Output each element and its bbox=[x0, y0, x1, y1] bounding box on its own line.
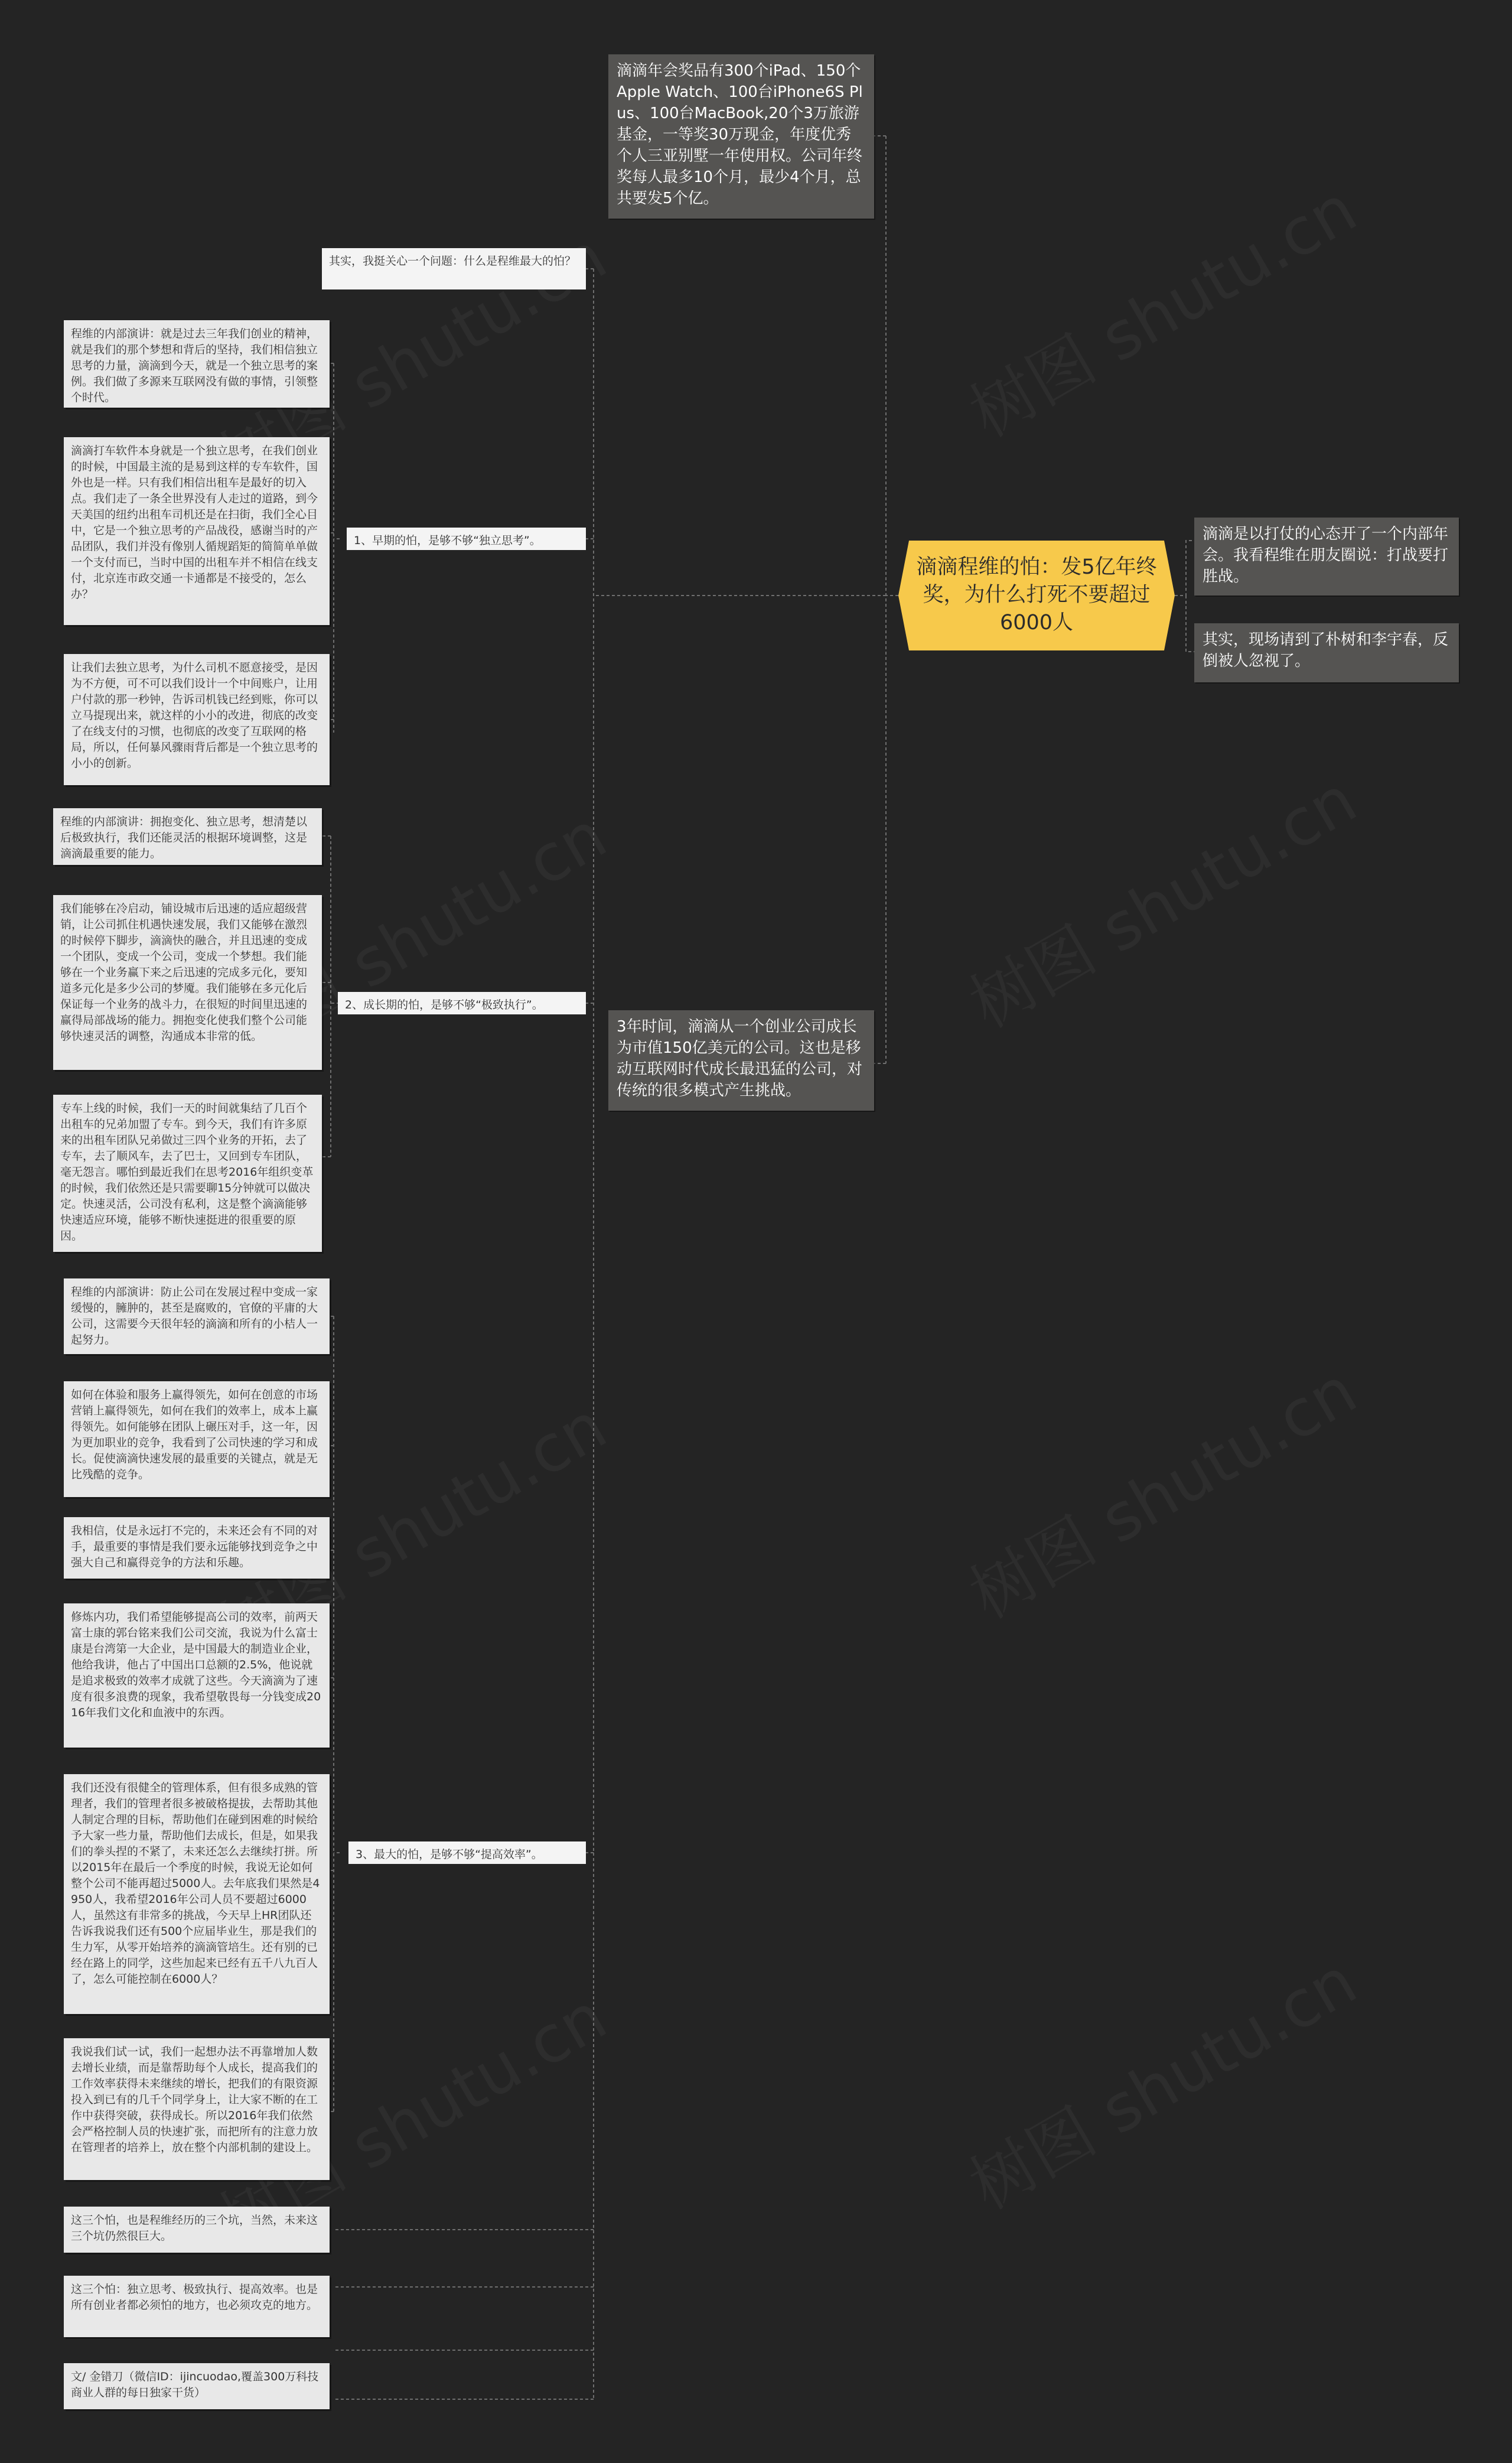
leaf-payment-innovation[interactable]: 让我们去独立思考，为什么司机不愿意接受，是因为不方便，可不可以我们设计一个中间账户，让用户付款的那一秒钟，告诉司机钱已经到账，你可以立马提现出来，就这样的小小的改进，彻底的改变了在线支付的习惯，也彻底的改变了互联网的格局，所以，任何暴风骤雨背后都是一个独立思考的小小的创新。 bbox=[64, 654, 330, 785]
leaf-independent-thinking-speech[interactable]: 程维的内部演讲：就是过去三年我们创业的精神，就是我们的那个梦想和背后的坚持，我们相信独立思考的力量，滴滴到今天，就是一个独立思考的案例。我们做了多源来互联网没有做的事情，引领整个时代。 bbox=[64, 320, 330, 408]
leaf-cold-start[interactable]: 我们能够在冷启动，铺设城市后迅速的适应超级营销，让公司抓住机遇快速发展，我们又能够在激烈的时候停下脚步，滴滴快的融合，并且迅速的变成一个团队，变成一个公司，变成一个梦想。我们能够在一个业务赢下来之后迅速的完成多元化，要知道多元化是多少公司的梦魇。我们能够在多元化后保证每一个业务的战斗力，在很短的时间里迅速的赢得局部战场的能力。拥抱变化使我们整个公司能够快速灵活的调整，沟通成本非常的低。 bbox=[53, 895, 322, 1070]
branch-biggest-fear[interactable]: 3、最大的怕，是够不够“提高效率”。 bbox=[348, 1841, 586, 1864]
leaf-three-pits[interactable]: 这三个怕，也是程维经历的三个坑，当然，未来这三个坑仍然很巨大。 bbox=[64, 2207, 330, 2253]
right-topic-celebrities[interactable]: 其实，现场请到了朴树和李宇春，反倒被人忽视了。 bbox=[1194, 623, 1459, 682]
topic-three-years-growth[interactable]: 3年时间，滴滴从一个创业公司成长为市值150亿美元的公司。这也是移动互联网时代成长最迅猛的公司，对传统的很多模式产生挑战。 bbox=[608, 1010, 874, 1111]
right-topic-internal-meeting[interactable]: 滴滴是以打仗的心态开了一个内部年会。我看程维在朋友圈说：打战要打胜战。 bbox=[1194, 518, 1459, 596]
topic-biggest-fear-question[interactable]: 其实，我挺关心一个问题：什么是程维最大的怕？ bbox=[322, 248, 586, 289]
branch-early-fear[interactable]: 1、早期的怕，是够不够“独立思考”。 bbox=[347, 528, 586, 550]
leaf-author-credit[interactable]: 文/ 金错刀（微信ID：ijincuodao,覆盖300万科技商业人群的每日独家干货） bbox=[64, 2363, 330, 2409]
root-topic[interactable] bbox=[898, 541, 1175, 650]
leaf-taxi-app-story[interactable]: 滴滴打车软件本身就是一个独立思考，在我们创业的时候，中国最主流的是易到这样的专车软件，国外也是一样。只有我们相信出租车是最好的切入点。我们走了一条全世界没有人走过的道路，到今天美国的纽约出租车司机还是在扫街，我们全心目中，它是一个独立思考的产品战役，感谢当时的产品团队，我们并没有像别人循规蹈矩的简简单单做一个支付而已，当时中国的出租车并不相信在线支付，北京连市政交通一卡通都是不接受的，怎么办？ bbox=[64, 437, 330, 625]
leaf-foxconn-efficiency[interactable]: 修炼内功，我们希望能够提高公司的效率，前两天富士康的郭台铭来我们公司交流，我说为什么富士康是台湾第一大企业，是中国最大的制造业企业，他给我讲，他占了中国出口总额的2.5%，他说就是追求极致的效率才成就了这些。今天滴滴为了速度有很多浪费的现象，我希望敬畏每一分钱变成2016年我们文化和血液中的东西。 bbox=[64, 1603, 330, 1748]
leaf-endless-battle[interactable]: 我相信，仗是永远打不完的，未来还会有不同的对手，最重要的事情是我们要永远能够找到竞争之中强大自己和赢得竞争的方法和乐趣。 bbox=[64, 1517, 330, 1579]
leaf-efficiency-speech[interactable]: 程维的内部演讲：防止公司在发展过程中变成一家缓慢的，臃肿的，甚至是腐败的，官僚的平庸的大公司，这需要今天很年轻的滴滴和所有的小桔人一起努力。 bbox=[64, 1278, 330, 1354]
leaf-three-fears-summary[interactable]: 这三个怕：独立思考、极致执行、提高效率。也是所有创业者都必须怕的地方，也必须攻克的地方。 bbox=[64, 2276, 330, 2337]
leaf-premier-launch[interactable]: 专车上线的时候，我们一天的时间就集结了几百个出租车的兄弟加盟了专车。到今天，我们有许多原来的出租车团队兄弟做过三四个业务的开拓，去了专车，去了顺风车，去了巴士，又回到专车团队，毫无怨言。哪怕到最近我们在思考2016年组织变革的时候，我们依然还是只需要聊15分钟就可以做决定。快速灵活，公司没有私利，这是整个滴滴能够快速适应环境，能够不断快速挺进的很重要的原因。 bbox=[53, 1095, 322, 1252]
root-title: 滴滴程维的怕：发5亿年终奖，为什么打死不要超过6000人 bbox=[916, 555, 1157, 635]
branch-growth-fear[interactable]: 2、成长期的怕，是够不够“极致执行”。 bbox=[338, 992, 586, 1014]
leaf-competition[interactable]: 如何在体验和服务上赢得领先，如何在创意的市场营销上赢得领先，如何在我们的效率上，成本上赢得领先。如何能够在团队上碾压对手，这一年，因为更加职业的竞争，我看到了公司快速的学习和成长。促使滴滴快速发展的最重要的关键点，就是无比残酷的竞争。 bbox=[64, 1381, 330, 1497]
leaf-execution-speech[interactable]: 程维的内部演讲：拥抱变化、独立思考，想清楚以后极致执行，我们还能灵活的根据环境调整，这是滴滴最重要的能力。 bbox=[53, 808, 322, 865]
topic-annual-prizes[interactable]: 滴滴年会奖品有300个iPad、150个Apple Watch、100台iPhone6S Plus、100台MacBook,20个3万旅游基金，一等奖30万现金，年度优秀个人三亚别墅一年使用权。公司年终奖每人最多10个月，最少4个月，总共要发5个亿。 bbox=[608, 54, 874, 219]
leaf-growth-without-hiring[interactable]: 我说我们试一试，我们一起想办法不再靠增加人数去增长业绩，而是靠帮助每个人成长，提高我们的工作效率获得未来继续的增长，把我们的有限资源投入到已有的几千个同学身上，让大家不断的在工作中获得突破，获得成长。所以2016年我们依然会严格控制人员的快速扩张，而把所有的注意力放在管理者的培养上，放在整个内部机制的建设上。 bbox=[64, 2038, 330, 2180]
leaf-headcount-control[interactable]: 我们还没有很健全的管理体系，但有很多成熟的管理者，我们的管理者很多被破格提拔，去帮助其他人制定合理的目标，帮助他们在碰到困难的时候给予大家一些力量，帮助他们去成长，但是，如果我们的拳头捏的不紧了，未来还怎么去继续打拼。所以2015年在最后一个季度的时候，我说无论如何整个公司不能再超过5000人。去年底我们果然是4950人，我希望2016年公司人员不要超过6000人，虽然这有非常多的挑战，今天早上HR团队还告诉我说我们还有500个应届毕业生，那是我们的生力军，从零开始培养的滴滴管培生。还有别的已经在路上的同学，这些加起来已经有五千八九百人了，怎么可能控制在6000人？ bbox=[64, 1774, 330, 2014]
